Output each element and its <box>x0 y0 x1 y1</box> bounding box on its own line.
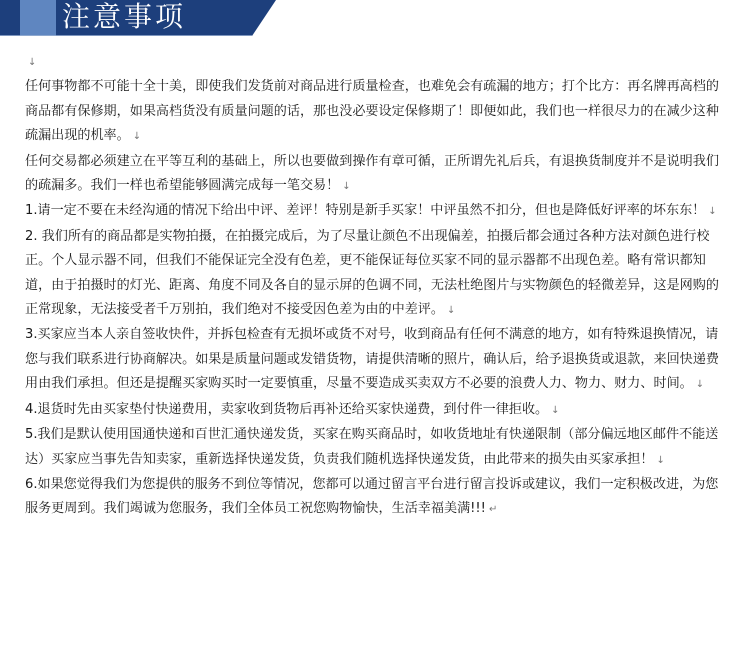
notice-paragraph <box>25 75 730 149</box>
paragraph-mark-icon: ↓ <box>28 57 37 68</box>
paragraph-mark-icon: ↓ <box>695 379 705 391</box>
paragraph-mark-icon: ↓ <box>132 131 142 143</box>
paragraph-text: 任何交易都必须建立在平等互利的基础上，所以也要做到操作有章可循，正所谓先礼后兵，有退换货制度并不是说明我们的疏漏多。我们一样也希望能够圆满完成每一笔交易！ <box>25 153 719 194</box>
paragraph-mark-icon: ↓ <box>447 305 456 317</box>
paragraph-mark-icon: ↓ <box>708 206 717 218</box>
paragraph-text: 1.请一定不要在未经沟通的情况下给出中评、差评！特别是新手买家！中评虽然不扣分，但也是降低好评率的坏东东！ <box>25 203 706 219</box>
paragraph-text: 3.买家应当本人亲自签收快件，并拆包检查有无损坏或货不对号，收到商品有任何不满意的地方，如有特殊退换情况，请您与我们联系进行协商解决。如果是质量问题或发错货物，请提供清晰的照片，确认后，给予退换货或退款，来回快递费用由我们承担。但还是提醒买家购买时一定要慎重，尽量不要造成买卖双方不必要的浪费人力、物力、财力、时间。 <box>25 327 719 392</box>
paragraph-text: 任何事物都不可能十全十美，即使我们发货前对商品进行质量检查，也难免会有疏漏的地方；打个比方：再名牌再高档的商品都有保修期，如果高档货没有质量问题的话，那也没必要设定保修期了！即便如此，我们也一样很尽力的在减少这种疏漏出现的机率。 <box>25 79 719 144</box>
paragraph-mark-icon: ↓ <box>342 181 351 193</box>
paragraph-mark-icon: ↓ <box>656 454 665 466</box>
notice-paragraph <box>25 199 730 224</box>
header-banner <box>0 0 276 36</box>
paragraph-text: 2. 我们所有的商品都是实物拍摄，在拍摄完成后，为了尽量让颜色不出现偏差，拍摄后都会通过各种方法对颜色进行校正。个人显示器不同，但我们不能保证完全没有色差，更不能保证每位买家不同的显示器都不出现色差。略有常识都知道，由于拍摄时的灯光、距离、角度不同及各自的显示屏的色调不同，无法杜绝图片与实物颜色的轻微差异，这是网购的正常现象，无法接受者千万别拍，我们绝对不接受因色差为由的中差评。 <box>25 228 719 318</box>
paragraph-mark-icon: ↓ <box>551 404 560 416</box>
page-title: 注意事项 <box>62 0 187 33</box>
notice-paragraph <box>25 150 730 200</box>
paragraph-text: 4.退货时先由买家垫付快递费用，卖家收到货物后再补还给买家快递费，到付件一律拒收。 <box>25 401 549 417</box>
paragraph-text: 6.如果您觉得我们为您提供的服务不到位等情况，您都可以通过留言平台进行留言投诉或建议，我们一定积极改进，为您服务更周到。我们竭诚为您服务，我们全体员工祝您购物愉快，生活幸福美满!!! <box>25 476 719 517</box>
notice-content <box>25 50 730 523</box>
leading-mark <box>25 50 730 75</box>
return-mark-icon: ↵ <box>488 504 498 516</box>
notice-paragraph <box>25 473 730 523</box>
paragraph-text: 5.我们是默认使用国通快递和百世汇通快递发货，买家在购买商品时，如收货地址有快递限制（部分偏远地区邮件不能送达）买家应当事先告知卖家，重新选择快递发货，负责我们随机选择快递发货，由此带来的损失由买家承担！ <box>25 427 719 467</box>
notice-paragraph <box>25 423 730 473</box>
notice-paragraph <box>25 398 730 423</box>
banner-stripe <box>20 0 56 36</box>
notice-paragraph <box>25 323 730 397</box>
notice-paragraph <box>25 225 730 324</box>
